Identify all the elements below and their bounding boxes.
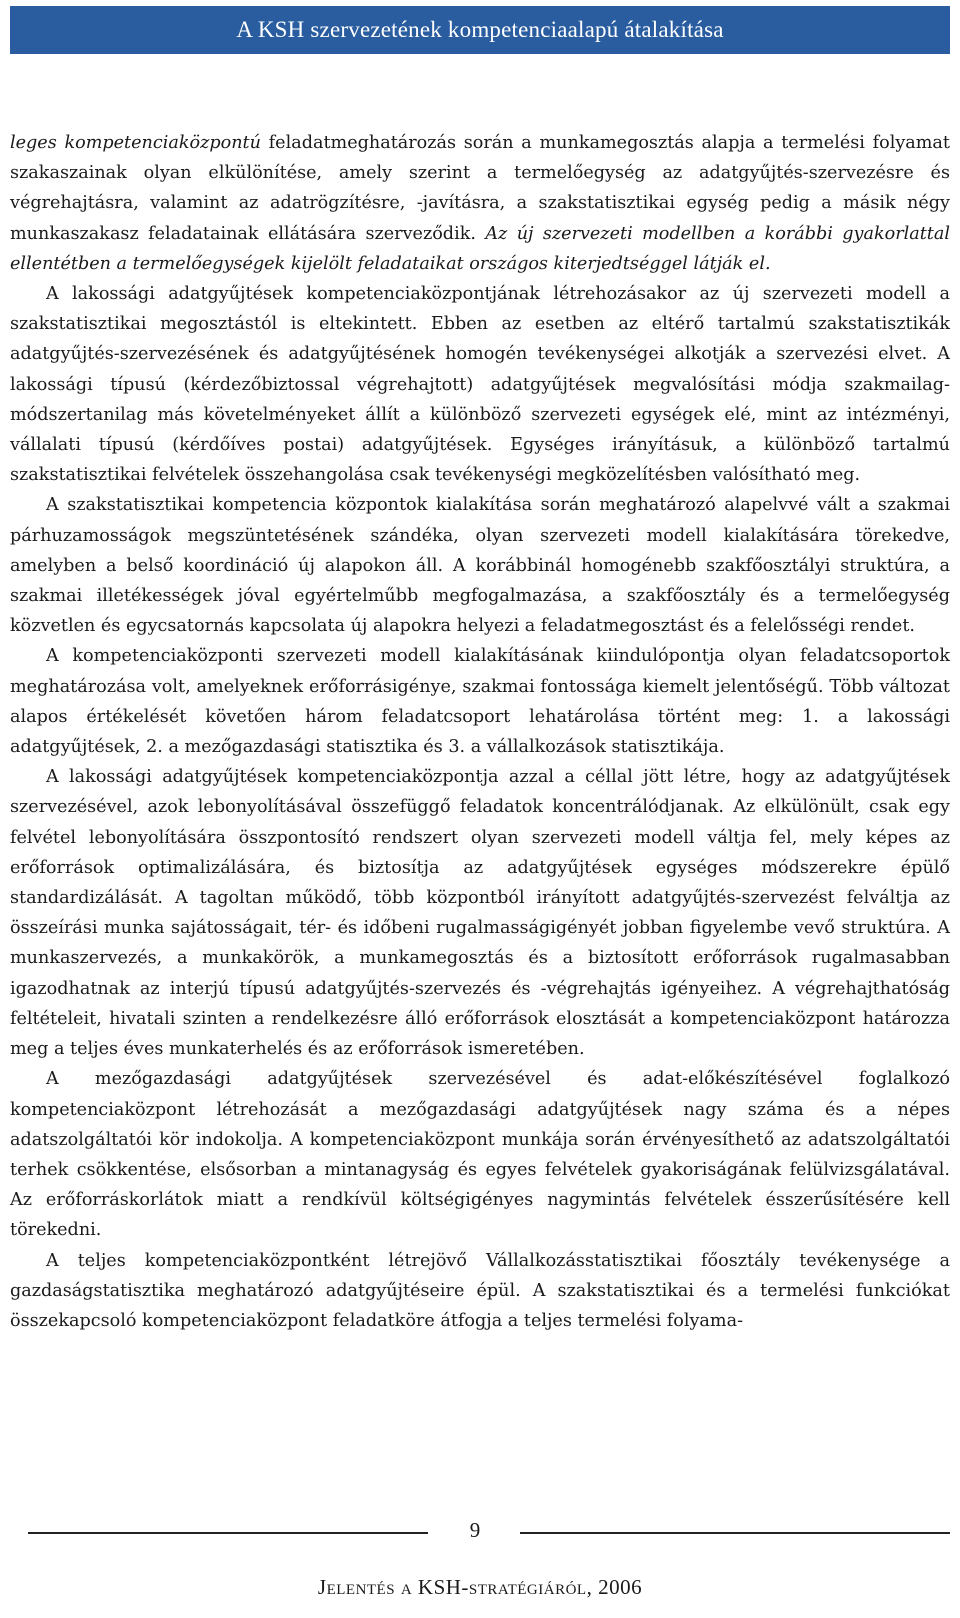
paragraph-3 bbox=[10, 490, 950, 641]
paragraph-2 bbox=[10, 279, 950, 490]
body-text bbox=[10, 128, 950, 1336]
running-header-title: A KSH szervezetének kompetenciaalapú átalakítása bbox=[236, 17, 724, 42]
paragraph-7-text: A teljes kompetenciaközpontként létrejövő Vállalkozásstatisztikai főosztály tevékenysége a gazdaságstatisztika meghatározó adatgyűjtéseire épül. A szakstatisztikai és a termelési funkciókat összekapcsoló kompetenciaközpont feladatköre átfogja a teljes termelési folyama- bbox=[10, 1250, 950, 1331]
paragraph-3-text: A szakstatisztikai kompetencia központok kialakítása során meghatározó alapelvvé vált a szakmai párhuzamosságok megszüntetésének szándéka, olyan szervezeti modell kialakítására törekedve, amelyben a belső koordináció új alapokon áll. A korábbinál homogénebb szakfőosztályi struktúra, a szakmai illetékességek jóval egyértelműbb megfogalmazása, a szakfőosztály és a termelőegység közvetlen és egycsatornás kapcsolata új alapokra helyezi a feladatmegosztást és a felelősségi rendet. bbox=[10, 495, 950, 637]
paragraph-1 bbox=[10, 128, 950, 279]
footer-title: Jelentés a KSH-stratégiáról, 2006 bbox=[317, 1575, 643, 1599]
paragraph-5 bbox=[10, 762, 950, 1064]
paragraph-2-text: A lakossági adatgyűjtések kompetenciaközpontjának létrehozásakor az új szervezeti modell a szakstatisztikai megosztástól is eltekintett. Ebben az esetben az eltérő tartalmú szakstatisztikák adatgyűjtés-szervezésének és adatgyűjtésének homogén tevékenységei alkotják a szervezési elvet. A lakossági típusú (kérdezőbiztossal végrehajtott) adatgyűjtések megvalósítási módja szakmailag-módszertanilag más követelményeket állít a különböző szervezeti egységek elé, mint az intézményi, vállalati típusú (kérdőíves postai) adatgyűjtések. Egységes irányításuk, a különböző tartalmú szakstatisztikai felvételek összehangolása csak tevékenységi megközelítésben valósítható meg. bbox=[10, 284, 950, 486]
paragraph-1-segment-2: feladatmeghatározás során a munkamegosztás alapja a termelési folyamat szakaszainak olyan elkülönítése, amely szerint a termelőegység az adatgyűjtés-szervezésre és végrehajtásra, valamint az adatrögzítésre, -javításra, a szakstatisztikai egység pedig a másik négy munkaszakasz feladatainak ellátására szerveződik. bbox=[10, 133, 950, 244]
footer-rule-right bbox=[520, 1532, 950, 1534]
paragraph-7 bbox=[10, 1246, 950, 1337]
paragraph-4 bbox=[10, 641, 950, 762]
paragraph-1-segment-1: leges kompetenciaközpontú bbox=[10, 133, 261, 153]
running-header-bar bbox=[10, 6, 950, 54]
paragraph-4-text: A kompetenciaközponti szervezeti modell kialakításának kiindulópontja olyan feladatcsoportok meghatározása volt, amelyeknek erőforrásigénye, szakmai fontossága kiemelt jelentőségű. Több változat alapos értékelését követően három feladatcsoport lehatárolása történt meg: 1. a lakossági adatgyűjtések, 2. a mezőgazdasági statisztika és 3. a vállalkozások statisztikája. bbox=[10, 646, 950, 758]
paragraph-5-text: A lakossági adatgyűjtések kompetenciaközpontja azzal a céllal jött létre, hogy az adatgyűjtések szervezésével, azok lebonyolításával összefüggő feladatok koncentrálódjanak. Az elkülönült, csak egy felvétel lebonyolítására összpontosító rendszert olyan szervezeti modell váltja fel, mely képes az erőforrások optimalizálására, és biztosítja az adatgyűjtések egységes módszerekre épülő standardizálását. A tagoltan működő, több központból irányított adatgyűjtés-szervezést felváltja az összeírási munka sajátosságait, tér- és időbeni rugalmasságigényét jobban figyelembe vevő struktúra. A munkaszervezés, a munkakörök, a munkamegosztás és a biztosított erőforrások rugalmasabban igazodhatnak az interjú típusú adatgyűjtés-szervezés és -végrehajtás igényeihez. A végrehajthatóság feltételeit, hivatali szinten a rendelkezésre álló erőforrások elosztását a kompetenciaközpont határozza meg a teljes éves munkaterhelés és az erőforrások ismeretében. bbox=[10, 767, 950, 1060]
paragraph-6 bbox=[10, 1064, 950, 1245]
paragraph-6-text: A mezőgazdasági adatgyűjtések szervezésével és adat-előkészítésével foglalkozó kompetenciaközpont létrehozását a mezőgazdasági adatgyűjtések nagy száma és a népes adatszolgáltatói kör indokolja. A kompetenciaközpont munkája során érvényesíthető az adatszolgáltatói terhek csökkentése, elsősorban a mintanagyság és egyes felvételek gyakoriságának felülvizsgálatával. Az erőforráskorlátok miatt a rendkívül költségigényes nagymintás felvételek ésszerűsítésére kell törekedni. bbox=[10, 1069, 950, 1241]
paragraph-1-segment-3: Az új szervezeti modellben a korábbi gyakorlattal ellentétben a termelőegységek kijelölt feladataikat országos kiterjedtséggel látják el. bbox=[10, 223, 950, 274]
page-number: 9 bbox=[469, 1518, 481, 1542]
footer-rule-left bbox=[28, 1532, 428, 1534]
